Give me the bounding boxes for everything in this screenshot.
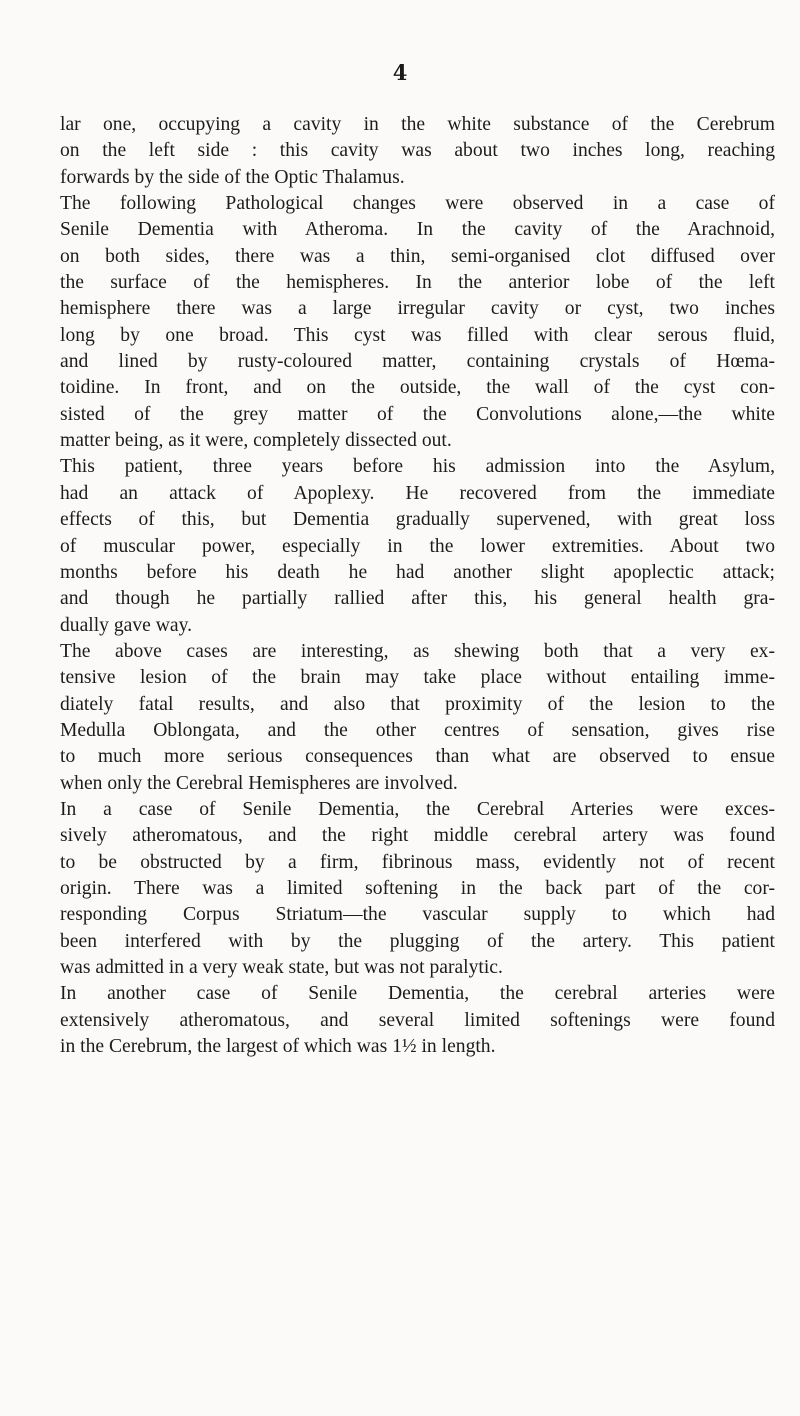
text-line: In another case of Senile Dementia, the cerebral arteries were — [60, 983, 775, 1005]
text-line: tensive lesion of the brain may take place without entailing imme- — [60, 667, 775, 689]
text-line: Medulla Oblongata, and the other centres of sensation, gives rise — [60, 719, 775, 741]
text-line: The following Pathological changes were observed in a case of — [60, 193, 775, 215]
page-number: 4 — [392, 60, 408, 85]
text-line: The above cases are interesting, as shewing both that a very ex- — [60, 640, 775, 662]
text-line: and lined by rusty-coloured matter, containing crystals of Hœma- — [60, 351, 775, 373]
text-line: matter being, as it were, completely dissected out. — [60, 430, 452, 452]
text-line: months before his death he had another slight apoplectic attack; — [60, 561, 775, 583]
text-line: lar one, occupying a cavity in the white substance of the Cerebrum — [60, 114, 775, 135]
text-line: and though he partially rallied after this, his general health gra- — [60, 588, 775, 610]
text-line: sisted of the grey matter of the Convolutions alone,—the white — [60, 403, 775, 425]
text-line: the surface of the hemispheres. In the anterior lobe of the left — [60, 272, 775, 294]
text-line: Senile Dementia with Atheroma. In the cavity of the Arachnoid, — [60, 219, 775, 241]
text-line: forwards by the side of the Optic Thalamus. — [60, 166, 405, 188]
text-line: effects of this, but Dementia gradually supervened, with great loss — [60, 509, 775, 531]
text-line: had an attack of Apoplexy. He recovered from the immediate — [60, 482, 775, 504]
text-line: responding Corpus Striatum—the vascular supply to which had — [60, 904, 775, 926]
text-line: dually gave way. — [60, 614, 193, 636]
text-line: was admitted in a very weak state, but was not paralytic. — [60, 957, 503, 978]
body-text — [60, 112, 775, 1060]
text-line: diately fatal results, and also that proximity of the lesion to the — [60, 693, 775, 715]
text-line: sively atheromatous, and the right middle cerebral artery was found — [60, 825, 775, 847]
text-line: when only the Cerebral Hemispheres are involved. — [60, 772, 458, 794]
text-line: of muscular power, especially in the lower extremities. About two — [60, 535, 775, 557]
text-line: long by one broad. This cyst was filled with clear serous fluid, — [60, 324, 775, 346]
text-line: extensively atheromatous, and several limited softenings were found — [60, 1009, 775, 1031]
text-line: been interfered with by the plugging of the artery. This patient — [60, 930, 775, 952]
text-line: in the Cerebrum, the largest of which was 1½ in length. — [60, 1036, 496, 1058]
text-line: on both sides, there was a thin, semi-organised clot diffused over — [60, 245, 775, 267]
text-line: to much more serious consequences than what are observed to ensue — [60, 746, 775, 768]
text-line: toidine. In front, and on the outside, the wall of the cyst con- — [60, 377, 775, 399]
text-line: This patient, three years before his admission into the Asylum, — [60, 456, 775, 478]
text-line: In a case of Senile Dementia, the Cerebral Arteries were exces- — [60, 798, 775, 820]
text-line: origin. There was a limited softening in the back part of the cor- — [60, 877, 775, 899]
text-line: on the left side : this cavity was about two inches long, reaching — [60, 140, 775, 162]
text-line: to be obstructed by a firm, fibrinous mass, evidently not of recent — [60, 851, 775, 873]
text-line: hemisphere there was a large irregular cavity or cyst, two inches — [60, 298, 775, 320]
